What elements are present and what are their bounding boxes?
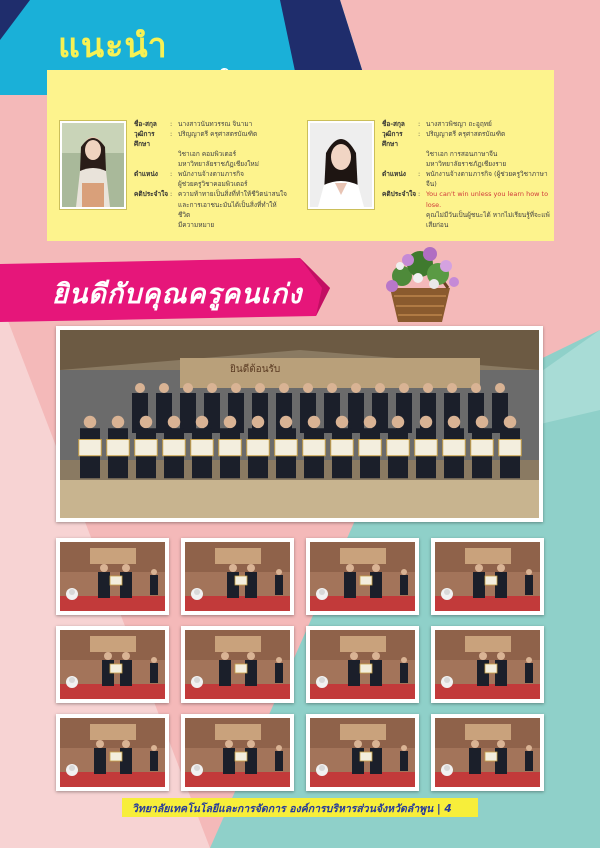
- staff-1-motto-3: มีความหมาย: [178, 220, 215, 229]
- staff-2-motto-1: You can't win unless you learn how to lose.: [426, 190, 549, 209]
- page-title: แนะนำ: [58, 26, 168, 66]
- staff-1-position-2: ผู้ช่วยครูวิชาคอมพิวเตอร์: [178, 180, 248, 189]
- staff-1-motto-label: คติประจำใจ: [134, 190, 169, 199]
- group-photo: [56, 326, 543, 522]
- award-thumbnail: [306, 538, 419, 615]
- award-thumbnail: [56, 538, 169, 615]
- award-thumbnail: [306, 626, 419, 703]
- award-thumbnail: [181, 538, 294, 615]
- staff-2-position-label: ตำแหน่ง: [382, 170, 406, 179]
- staff-2-education-3: มหาวิทยาลัยราชภัฏเชียงราย: [426, 160, 507, 169]
- staff-2-motto-label: คติประจำใจ: [382, 190, 417, 199]
- staff-2-education-1: ปริญญาตรี ครุศาสตรบัณฑิต: [426, 130, 506, 139]
- staff-1-motto-2: และการเอาชนะมันได้เป็นสิ่งที่ทำให้ชีวิต: [178, 200, 277, 219]
- staff-1-education-1: ปริญญาตรี ครุศาสตรบัณฑิต: [178, 130, 258, 139]
- staff-1-education-2: วิชาเอก คอมพิวเตอร์: [178, 150, 237, 159]
- award-thumbnail: [431, 626, 544, 703]
- award-thumbnail: [181, 714, 294, 791]
- award-thumbnail: [431, 714, 544, 791]
- staff-2-name-label: ชื่อ-สกุล: [382, 120, 405, 128]
- staff-2-education-2: วิชาเอก การสอนภาษาจีน: [426, 150, 498, 159]
- main-photo-sign-text: ยินดีต้อนรับ: [230, 364, 281, 375]
- award-thumbnail: [431, 538, 544, 615]
- staff-2-name: นางสาวพิชญา ถะอูฤทย์: [426, 120, 492, 128]
- staff-1-position-label: ตำแหน่ง: [134, 170, 158, 179]
- staff-1-position-1: พนักงานจ้างตามภารกิจ: [178, 170, 244, 179]
- footer-text: วิทยาลัยเทคโนโลยีและการจัดการ องค์การบริหารส่วนจังหวัดลำพูน | 4: [132, 803, 452, 815]
- staff-1-motto-1: ความท้าทายเป็นสิ่งที่ทำให้ชีวิตน่าสนใจ: [178, 190, 287, 199]
- staff-2-education-label: วุฒิการศึกษา: [382, 130, 403, 149]
- staff-1-name-label: ชื่อ-สกุล: [134, 120, 157, 128]
- staff-2-motto-3: เสียก่อน: [426, 220, 449, 229]
- staff-photo-1: [60, 121, 126, 209]
- staff-1-education-3: มหาวิทยาลัยราชภัฏเชียงใหม่: [178, 160, 259, 169]
- staff-2-position-1: พนักงานจ้างตามภารกิจ (ผู้ช่วยครูวิชาภาษาจีน): [426, 170, 548, 189]
- award-thumbnail: [56, 626, 169, 703]
- staff-photo-2: [308, 121, 374, 209]
- award-thumbnail: [56, 714, 169, 791]
- staff-1-education-label: วุฒิการศึกษา: [134, 130, 155, 149]
- staff-1-name: นางสาวนันทวรรณ จินามา: [178, 120, 253, 128]
- award-thumbnail: [181, 626, 294, 703]
- flower-basket-image: [372, 226, 468, 326]
- welcome-banner-text: ยินดีกับคุณครูคนเก่ง: [52, 279, 303, 310]
- staff-2-motto-2: คุณไม่มีวันเป็นผู้ชนะได้ หากไม่เรียนรู้ที่จะแพ้: [426, 210, 550, 219]
- award-thumbnail: [306, 714, 419, 791]
